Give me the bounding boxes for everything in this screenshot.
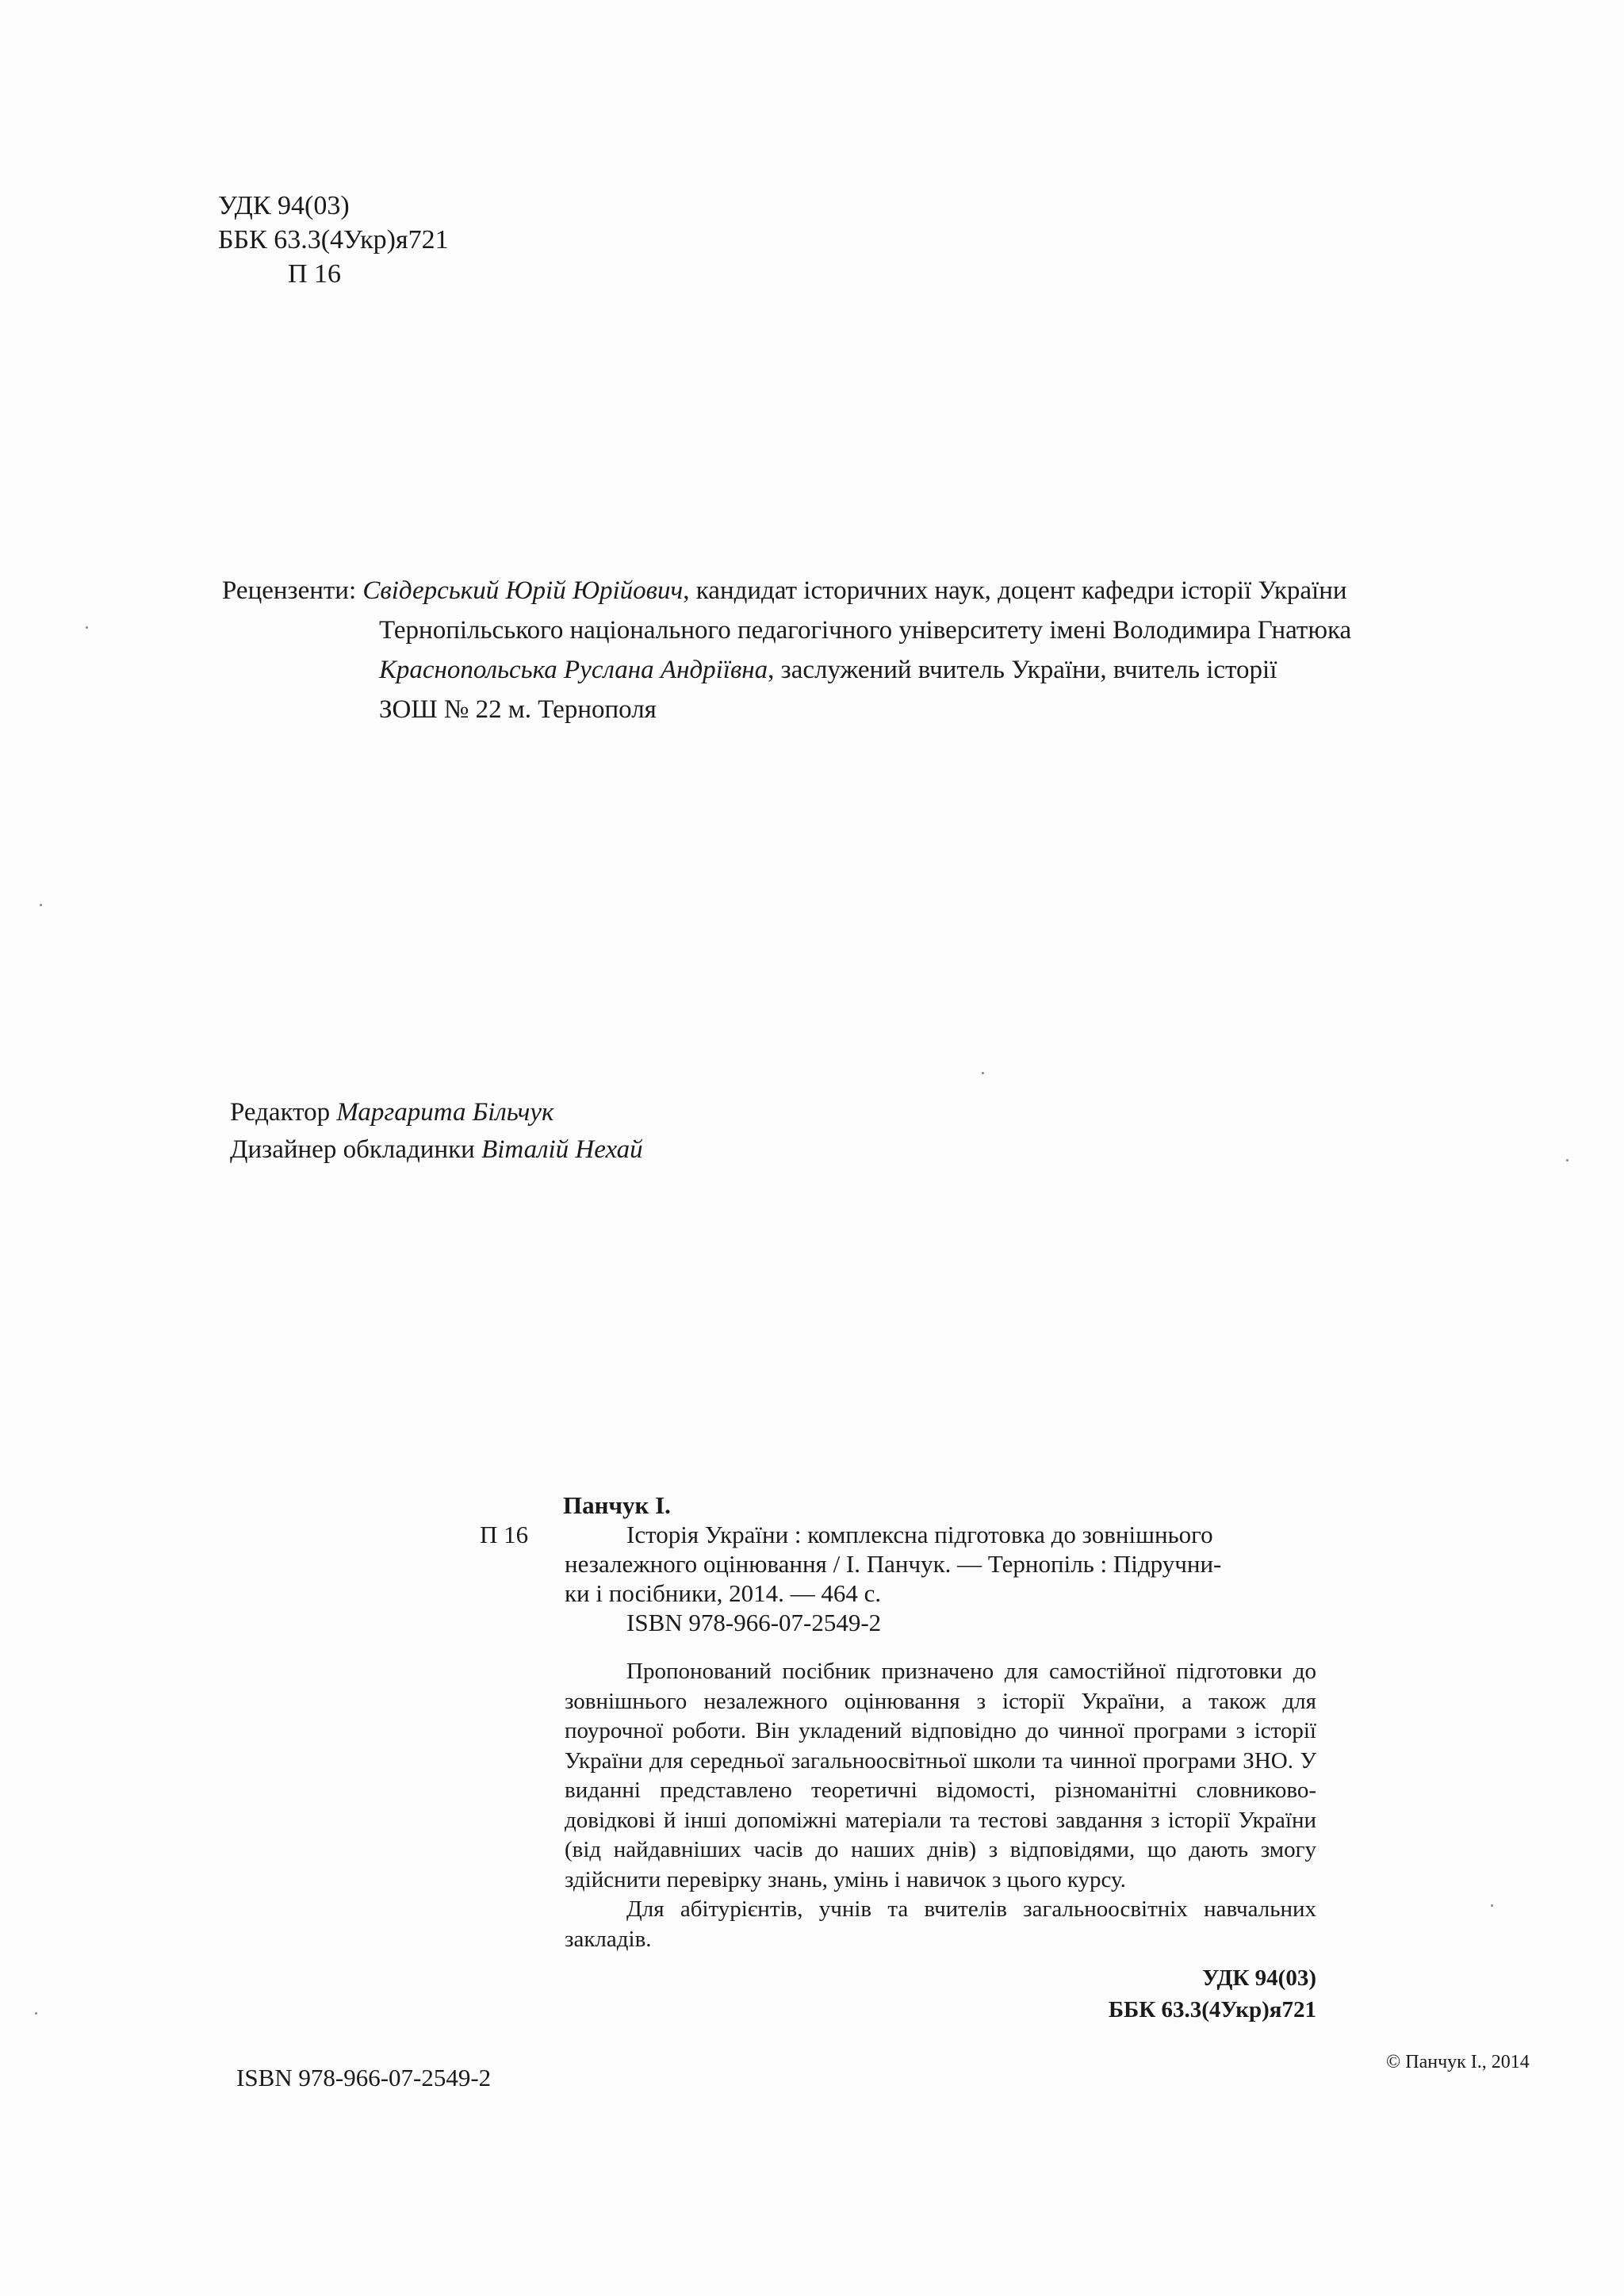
catalog-isbn: ISBN 978-966-07-2549-2 xyxy=(626,1609,882,1636)
scan-speck xyxy=(86,626,88,629)
designer-label: Дизайнер обкладинки xyxy=(230,1135,482,1164)
reviewer-1-desc-a: , кандидат історичних наук, доцент кафедри історії України xyxy=(683,576,1347,605)
reviewer-1-name: Свідерський Юрій Юрійович xyxy=(362,576,684,605)
catalog-biblio-line-2: незалежного оцінювання / І. Панчук. — Тернопіль : Підручни- xyxy=(565,1550,1222,1578)
reviewer-1-line-2: Тернопільського національного педагогічного університету імені Володимира Гнатюка xyxy=(379,616,1352,645)
credits-block xyxy=(230,1094,643,1169)
editor-label: Редактор xyxy=(230,1098,337,1127)
catalog-index xyxy=(1047,1962,1316,2026)
audience-paragraph: Для абітурієнтів, учнів та вчителів загальноосвітніх навчальних закладів. xyxy=(565,1896,1316,1952)
catalog-card-code: П 16 xyxy=(480,1521,529,1548)
editor-line xyxy=(230,1094,643,1131)
catalog-author: Панчук І. xyxy=(563,1491,671,1519)
reviewers-label: Рецензенти: xyxy=(222,576,357,605)
udk-code: УДК 94(03) xyxy=(218,191,350,220)
author-sign-code: П 16 xyxy=(288,259,342,289)
bbk-code: ББК 63.3(4Укр)я721 xyxy=(218,225,449,254)
reviewer-2-name: Краснопольська Руслана Андріївна xyxy=(379,656,768,684)
classification-block xyxy=(218,189,449,291)
scan-speck xyxy=(982,1072,984,1074)
reviewer-1-line-1 xyxy=(222,571,1351,610)
reviewers-block xyxy=(222,571,1351,729)
editor-name: Маргарита Більчук xyxy=(336,1098,554,1127)
catalog-card xyxy=(565,1490,1316,1637)
reviewer-2-line-2: ЗОШ № 22 м. Тернополя xyxy=(379,695,657,724)
designer-line xyxy=(230,1131,643,1169)
designer-name: Віталій Нехай xyxy=(481,1135,643,1164)
scan-speck xyxy=(40,904,42,906)
scan-speck xyxy=(1566,1159,1568,1161)
reviewer-2-desc-a: , заслужений вчитель України, вчитель історії xyxy=(768,656,1277,684)
catalog-annotation xyxy=(565,1657,1316,1954)
scan-speck xyxy=(35,2012,37,2015)
reviewer-2-line-1 xyxy=(222,650,1351,690)
catalog-bbk: ББК 63.3(4Укр)я721 xyxy=(1108,1997,1316,2022)
catalog-biblio-line-1: Історія України : комплексна підготовка до зовнішнього xyxy=(626,1521,1213,1548)
annotation-paragraph: Пропонований посібник призначено для самостійної підготовки до зовнішнього незалежного оцінювання з історії України, а також для поурочної роботи. Він укладений відповідно до чинної програми з історії України для середньої загальноосвітньої школи та чинної програми ЗНО. У виданні представлено теоретичні відомості, різноманітні словниково-довідкові й інші допоміжні матеріали та тестові завдання з історії України (від найдавніших часів до наших днів) з відповідями, що дають змогу здійснити перевірку знань, умінь і навичок з цього курсу. xyxy=(565,1659,1316,1892)
scan-speck xyxy=(1491,1904,1493,1907)
catalog-biblio-line-3: ки і посібники, 2014. — 464 с. xyxy=(565,1579,882,1607)
copyright-notice: © Панчук І., 2014 xyxy=(1386,2052,1530,2072)
catalog-udk: УДК 94(03) xyxy=(1202,1965,1316,1991)
footer-isbn: ISBN 978-966-07-2549-2 xyxy=(236,2064,492,2091)
